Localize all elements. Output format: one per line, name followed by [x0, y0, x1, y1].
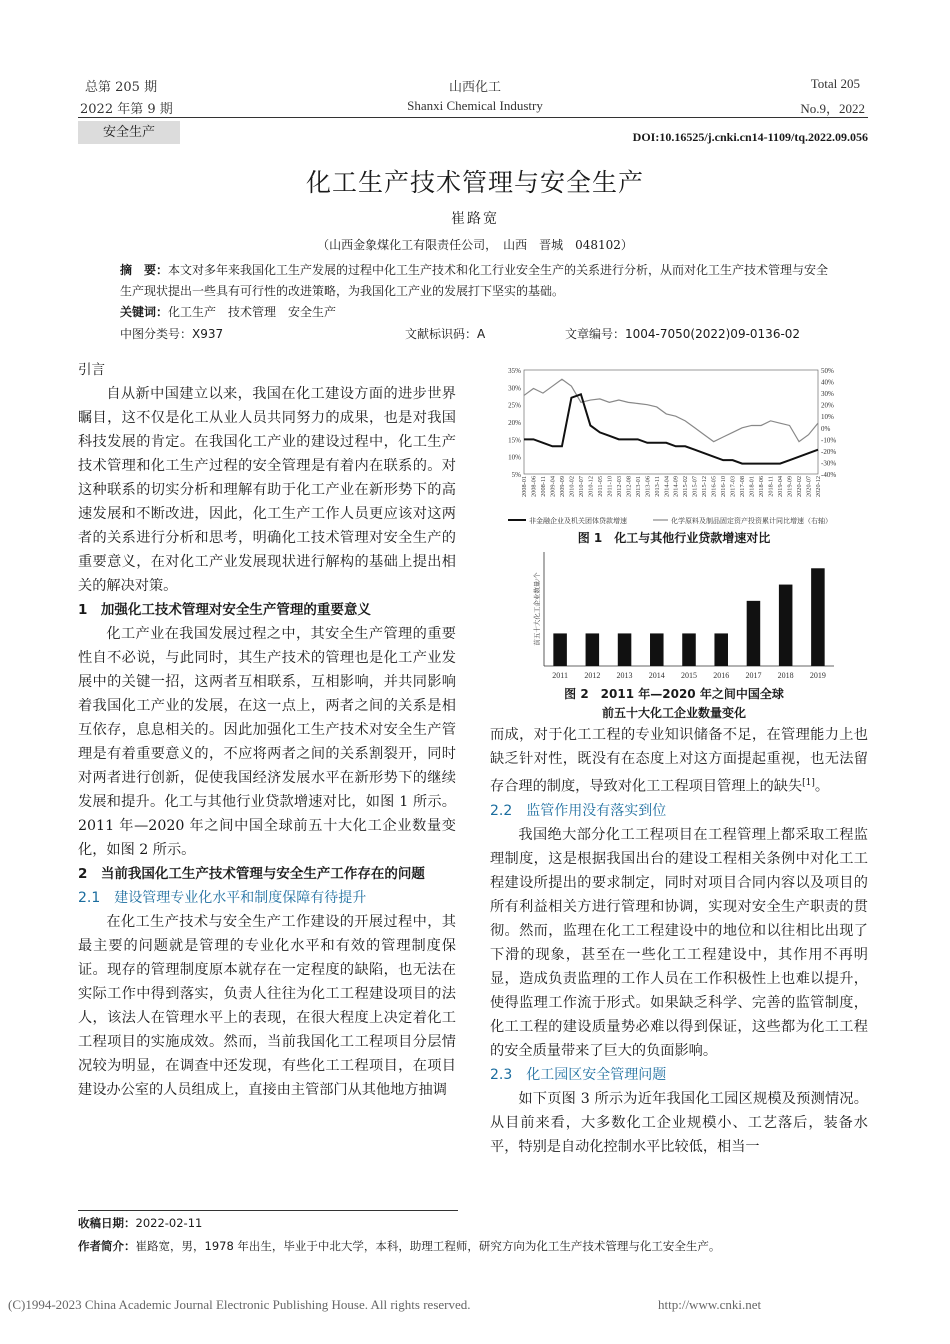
- x-tick-label: 2011-05: [596, 476, 604, 497]
- affiliation: （山西金象煤化工有限责任公司， 山西 晋城 048102）: [317, 238, 633, 252]
- x-tick-label: 2016-10: [720, 476, 728, 497]
- x-tick-label: 2008-11: [539, 476, 547, 497]
- y-left-tick-label: 10%: [508, 453, 521, 462]
- bar-2013: [618, 633, 632, 666]
- received-value: 2022-02-11: [135, 1216, 203, 1230]
- continued-end: 。: [814, 778, 830, 795]
- x-tick-label: 2008-01: [521, 476, 528, 497]
- y-right-tick-label: -30%: [821, 459, 837, 468]
- y-right-tick-label: 20%: [821, 401, 834, 410]
- x-tick-label: 2017-03: [729, 476, 737, 497]
- y-left-tick-label: 30%: [508, 384, 521, 393]
- journal-name-cn: 山西化工: [448, 80, 501, 95]
- keywords-label: 关键词：: [120, 305, 169, 319]
- x-tick-label: 2018-06: [758, 476, 766, 497]
- legend-label-investment: 化学原料及制品固定资产投资累计同比增速（右轴）: [671, 517, 832, 525]
- continued-paragraph: [490, 723, 868, 799]
- article-number: 文章编号：1004-7050(2022)09-0136-02: [565, 327, 801, 341]
- y-left-tick-label: 5%: [511, 471, 521, 479]
- right-column: [490, 723, 868, 1159]
- received-date: [78, 1215, 202, 1231]
- issue-number-en: No.9，2022: [800, 101, 865, 116]
- bar-2015: [682, 633, 696, 666]
- total-issue-en: Total 205: [810, 76, 860, 91]
- classification: 中图分类号：X937: [120, 327, 224, 341]
- x-tick-label: 2012-03: [615, 476, 623, 497]
- bar-2014: [650, 633, 664, 666]
- bar-2017: [747, 601, 761, 666]
- bar-2011: [553, 633, 567, 666]
- x-tick-label: 2018-01: [748, 476, 756, 497]
- x-tick-label: 2015-12: [701, 476, 709, 497]
- x-tick-label: 2016-05: [710, 476, 718, 497]
- left-column: [78, 358, 456, 1102]
- x-tick-label: 2012: [584, 671, 601, 680]
- bar-2012: [586, 633, 600, 666]
- abstract-text: 本文对多年来我国化工生产发展的过程中化工生产技术和化工行业安全生产的关系进行分析，从而对化工生产技术管理与安全生产现状提出一些具有可行性的改进策略，为我国化工产业的发展打下坚实的基础。: [120, 263, 829, 298]
- x-tick-label: 2018: [777, 671, 794, 680]
- x-tick-label: 2008-06: [530, 476, 538, 497]
- bar-2019: [811, 568, 825, 666]
- author-bio-text: 崔路宽，男，1978 年出生，毕业于中北大学，本科，助理工程师，研究方向为化工生产技术管理与化工安全生产。: [135, 1239, 721, 1253]
- y-left-tick-label: 15%: [508, 436, 521, 445]
- figure-1-caption: 图 1 化工与其他行业贷款增速对比: [577, 531, 771, 545]
- x-tick-label: 2015: [681, 671, 697, 680]
- x-tick-label: 2011: [552, 671, 568, 680]
- doc-code: 文献标识码：A: [405, 327, 486, 341]
- x-tick-label: 2010-07: [577, 476, 585, 497]
- y-left-tick-label: 35%: [508, 367, 521, 375]
- y-left-tick-label: 25%: [508, 401, 521, 410]
- section-2-3-heading: 2.3 化工园区安全管理问题: [490, 1066, 667, 1083]
- x-tick-label: 2010-12: [587, 476, 595, 497]
- article-title: 化工生产技术管理与安全生产: [305, 168, 644, 197]
- x-tick-label: 2013: [616, 671, 633, 680]
- x-tick-label: 2019: [809, 671, 826, 680]
- header-rule: [78, 117, 868, 118]
- keywords-text: 化工生产 技术管理 安全生产: [168, 305, 337, 319]
- x-tick-label: 2011-10: [606, 476, 614, 497]
- x-tick-label: 2020-12: [815, 476, 822, 497]
- abstract: [120, 260, 830, 323]
- section-2-heading: 2 当前我国化工生产技术管理与安全生产工作存在的问题: [78, 866, 425, 882]
- section-tag: 安全生产: [78, 121, 180, 144]
- x-tick-label: 2015-02: [682, 476, 690, 497]
- citation[interactable]: [1]: [802, 778, 815, 788]
- x-tick-label: 2009-04: [549, 476, 557, 497]
- legend-label-loans: 非金融企业及机关团体贷款增速: [529, 517, 627, 525]
- x-tick-label: 2016: [713, 671, 730, 680]
- section-2-3-paragraph: 如下页图 3 所示为近年我国化工园区规模及预测情况。从目前来看，大多数化工企业规模小、工艺落后，装备水平，特别是自动化控制水平比较低，相当一: [490, 1090, 868, 1155]
- section-1-heading: 1 加强化工技术管理对安全生产管理的重要意义: [78, 602, 371, 618]
- x-tick-label: 2020-07: [805, 476, 813, 497]
- section-2-1-heading: 2.1 建设管理专业化水平和制度保障有待提升: [78, 890, 367, 906]
- section-2-2-heading: 2.2 监管作用没有落实到位: [490, 802, 667, 819]
- section-2-2-paragraph: 我国绝大部分化工工程项目在工程管理上都采取工程监理制度，这是根据我国出台的建设工程相关条例中对化工工程建设所提出的要求制定，同时对项目合同内容以及项目的所有利益相关方进行管理和协调，实现对安全生产职责的贯彻。然而，监理在化工工程建设中的地位和以往相比出现了下滑的现象，甚至在一些化工工程建设中，其作用不再明显，造成负责监理的工作人员在工作积极性上也难以提升，使得监理工作流于形式。如果缺乏科学、完善的监管制度，化工工程的建设质量势必难以得到保证，这些都为化工工程的安全质量带来了巨大的负面影响。: [490, 826, 868, 1059]
- y-axis-label: 前五十大化工企业数量/个: [534, 572, 541, 646]
- series-line-loans: [524, 394, 818, 463]
- author-bio: [78, 1238, 720, 1254]
- x-tick-label: 2014-09: [672, 476, 680, 497]
- cnki-link[interactable]: http://www.cnki.net: [658, 1297, 762, 1312]
- figure-1-chart: [488, 362, 860, 528]
- x-tick-label: 2018-11: [767, 476, 775, 497]
- x-tick-label: 2013-01: [634, 476, 642, 497]
- continued-text: 而成，对于化工工程的专业知识储备不足，在管理能力上也缺乏针对性，既没有在态度上对这方面提起重视，也无法留存合理的制度，导致对化工工程项目管理上的缺失: [490, 727, 868, 795]
- x-tick-label: 2012-08: [625, 476, 633, 497]
- x-tick-label: 2019-09: [786, 476, 794, 497]
- issue-number: 2022 年第 9 期: [80, 102, 173, 117]
- footnote-rule: [78, 1210, 458, 1211]
- copyright-notice: (C)1994-2023 China Academic Journal Electronic Publishing House. All rights reserved.: [8, 1297, 471, 1312]
- section-2-1-paragraph: 在化工生产技术与安全生产工作建设的开展过程中，其最主要的问题就是管理的专业化水平和有效的管理制度保证。现存的管理制度原本就存在一定程度的缺陷，也无法在实际工作中得到落实，负责人往往为化工工程建设项目的法人，该法人在管理水平上的表现，在很大程度上决定着化工工程项目的实施成效。然而，当前我国化工工程项目分层情况较为明显，在调查中还发现，有些化工工程项目，在项目建设办公室的人员组成上，直接由主管部门从其他地方抽调: [78, 914, 456, 1098]
- figure-2-caption-line2: 前五十大化工企业数量变化: [601, 706, 746, 720]
- issue-total: 总第 205 期: [85, 80, 158, 95]
- x-tick-label: 2009-09: [558, 476, 566, 497]
- x-tick-label: 2013-06: [644, 476, 652, 497]
- y-right-tick-label: 50%: [821, 367, 834, 375]
- x-tick-label: 2010-02: [568, 476, 576, 497]
- x-tick-label: 2014: [648, 671, 665, 680]
- abstract-label: 摘 要：: [120, 263, 169, 277]
- author: 崔路宽: [451, 211, 499, 227]
- x-tick-label: 2017: [745, 671, 762, 680]
- intro-heading: 引言: [78, 362, 105, 378]
- figure-2-chart: [530, 548, 842, 683]
- bar-2018: [779, 585, 793, 666]
- x-tick-label: 2020-02: [796, 476, 804, 497]
- y-right-tick-label: 40%: [821, 378, 834, 387]
- y-right-tick-label: 30%: [821, 390, 834, 399]
- y-right-tick-label: -20%: [821, 447, 837, 456]
- y-right-tick-label: -10%: [821, 436, 837, 445]
- figure-2-caption-line1: 图 2 2011 年—2020 年之间中国全球: [564, 687, 784, 701]
- x-tick-label: 2019-04: [777, 476, 785, 497]
- x-tick-label: 2017-08: [739, 476, 747, 497]
- intro-paragraph: 自从新中国建立以来，我国在化工建设方面的进步世界瞩目，这不仅是化工从业人员共同努力的成果，也是对我国科技发展的肯定。在我国化工产业的建设过程中，化工生产技术管理和化工生产过程的安全管理是有着内在联系的。对这种联系的切实分析和理解有助于化工产业在新形势下的高速发展和不断改进，因此，化工生产工作人员更应该对这两者的关系进行分析和思考，明确化工技术管理对安全生产的重要意义，在对化工产业发展现状进行解构的基础上提出相关的解决对策。: [78, 386, 456, 594]
- y-right-tick-label: -40%: [821, 471, 837, 479]
- author-bio-label: 作者简介：: [78, 1239, 136, 1253]
- x-tick-label: 2013-11: [653, 476, 661, 497]
- x-tick-label: 2015-07: [691, 476, 699, 497]
- x-tick-label: 2014-04: [663, 476, 671, 497]
- y-right-tick-label: 0%: [821, 424, 831, 433]
- y-left-tick-label: 20%: [508, 419, 521, 427]
- y-right-tick-label: 10%: [821, 413, 834, 422]
- bar-2016: [714, 633, 728, 666]
- received-label: 收稿日期：: [78, 1216, 136, 1230]
- journal-name-en: Shanxi Chemical Industry: [407, 98, 543, 113]
- section-1-paragraph: 化工产业在我国发展过程之中，其安全生产管理的重要性自不必说，与此同时，其生产技术的管理也是化工产业发展中的关键一招，这两者互相联系，互相影响，并共同影响着我国化工产业的发展，在这一点上，两者之间的关系是相互依存，息息相关的。因此加强化工生产技术对安全生产管理是有着重要意义的，不应将两者之间的关系割裂开，同时对两者进行创新，促使我国经济发展水平在新形势下的继续发展和提升。化工与其他行业贷款增速对比，如图 1 所示。2011 年—2020 年之间中国全球前五十大化工企业数量变化，如图 2 所示。: [78, 626, 456, 858]
- doi[interactable]: DOI:10.16525/j.cnki.cn14-1109/tq.2022.09.056: [632, 130, 868, 144]
